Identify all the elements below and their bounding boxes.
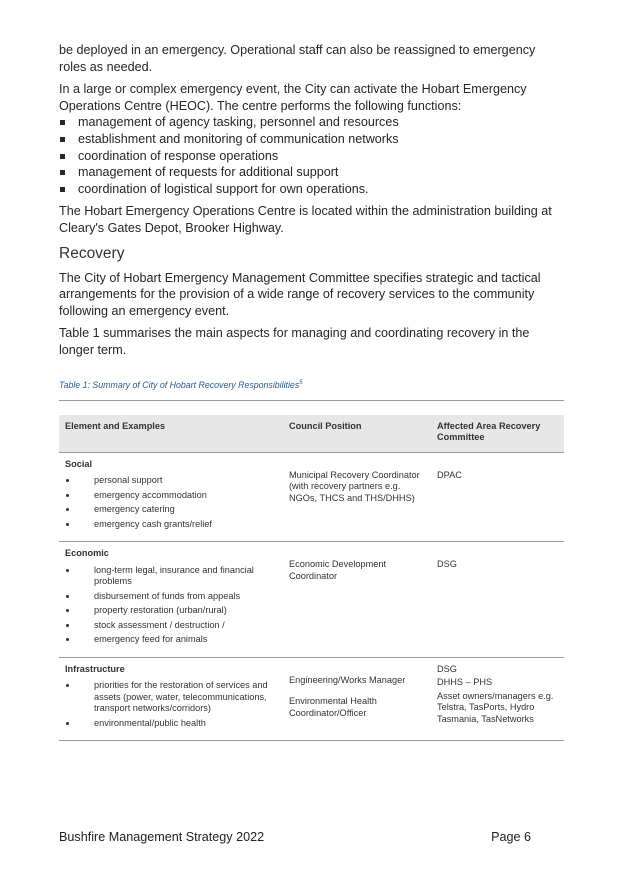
list-item: environmental/public health [65, 718, 277, 730]
council-position: Environmental Health Coordinator/Officer [289, 696, 377, 718]
recovery-committee: Asset owners/managers e.g. Telstra, TasPorts, Hydro Tasmania, TasNetworks [437, 690, 554, 724]
bullet-dot-icon [66, 569, 69, 572]
list-item: stock assessment / destruction / [65, 620, 277, 632]
column-header-committee: Affected Area Recovery Committee [431, 415, 564, 453]
list-item: management of requests for additional support [59, 164, 564, 181]
list-item: property restoration (urban/rural) [65, 605, 277, 617]
list-item: emergency feed for animals [65, 634, 277, 646]
example-list [65, 475, 277, 530]
column-header-element: Element and Examples [59, 415, 283, 453]
list-item: disbursement of funds from appeals [65, 591, 277, 603]
council-position: Engineering/Works Manager [289, 674, 406, 685]
recovery-committee: DHHS – PHS [437, 677, 493, 687]
bullet-square-icon [60, 170, 65, 175]
table-row [59, 657, 564, 741]
element-name: Economic [65, 548, 109, 558]
recovery-responsibilities-table [59, 400, 564, 742]
list-item: priorities for the restoration of services and assets (power, water, telecommunications, transport networks/corridors) [65, 680, 277, 715]
bullet-dot-icon [66, 684, 69, 687]
intro-paragraph-2: In a large or complex emergency event, the City can activate the Hobart Emergency Operations Centre (HEOC). The centre performs the following functions: [59, 82, 527, 113]
intro-paragraph-3: The Hobart Emergency Operations Centre is located within the administration building at Cleary's Gates Depot, Brooker Highway. [59, 204, 552, 235]
example-list [65, 680, 277, 729]
bullet-dot-icon [66, 479, 69, 482]
list-item: establishment and monitoring of communication networks [59, 131, 564, 148]
recovery-committee: DSG [437, 559, 457, 569]
table-header-row [59, 415, 564, 453]
footnote-ref: 5 [299, 379, 303, 386]
footer-title: Bushfire Management Strategy 2022 [59, 830, 265, 844]
bullet-dot-icon [66, 624, 69, 627]
heoc-functions-list [59, 114, 564, 197]
bullet-square-icon [60, 120, 65, 125]
bullet-dot-icon [66, 523, 69, 526]
bullet-square-icon [60, 137, 65, 142]
example-list [65, 565, 277, 646]
element-name: Social [65, 458, 93, 469]
document-page [59, 42, 564, 741]
bullet-square-icon [60, 154, 65, 159]
table-row [59, 542, 564, 658]
council-position: Economic Development Coordinator [289, 559, 387, 581]
recovery-paragraph-2: Table 1 summarises the main aspects for managing and coordinating recovery in the longer term. [59, 326, 530, 357]
list-item: emergency catering [65, 504, 277, 516]
list-item: coordination of response operations [59, 148, 564, 165]
list-item: coordination of logistical support for own operations. [59, 181, 564, 198]
page-number: Page 6 [491, 830, 531, 844]
list-item: personal support [65, 475, 277, 487]
recovery-heading: Recovery [59, 244, 125, 262]
list-item: management of agency tasking, personnel and resources [59, 114, 564, 131]
list-item: emergency cash grants/relief [65, 519, 277, 531]
list-item: long-term legal, insurance and financial problems [65, 565, 277, 588]
council-position: Municipal Recovery Coordinator (with recovery partners e.g. NGOs, THCS and THS/DHHS) [289, 469, 420, 503]
bullet-dot-icon [66, 508, 69, 511]
recovery-committee: DSG [437, 663, 457, 674]
element-name: Infrastructure [65, 663, 125, 674]
bullet-dot-icon [66, 609, 69, 612]
bullet-square-icon [60, 187, 65, 192]
recovery-paragraph-1: The City of Hobart Emergency Management Committee specifies strategic and tactical arrangements for the provision of a wide range of recovery services to the community following an emergency event. [59, 270, 541, 318]
page-footer [59, 830, 531, 844]
intro-paragraph-1: be deployed in an emergency. Operational staff can also be reassigned to emergency roles as needed. [59, 43, 536, 74]
table-caption: Table 1: Summary of City of Hobart Recovery Responsibilities$^5$ [59, 379, 303, 390]
list-item: emergency accommodation [65, 490, 277, 502]
bullet-dot-icon [66, 595, 69, 598]
bullet-dot-icon [66, 638, 69, 641]
recovery-committee: DPAC [437, 469, 462, 480]
column-header-position: Council Position [283, 415, 431, 453]
bullet-dot-icon [66, 494, 69, 497]
bullet-dot-icon [66, 722, 69, 725]
table-row [59, 452, 564, 542]
